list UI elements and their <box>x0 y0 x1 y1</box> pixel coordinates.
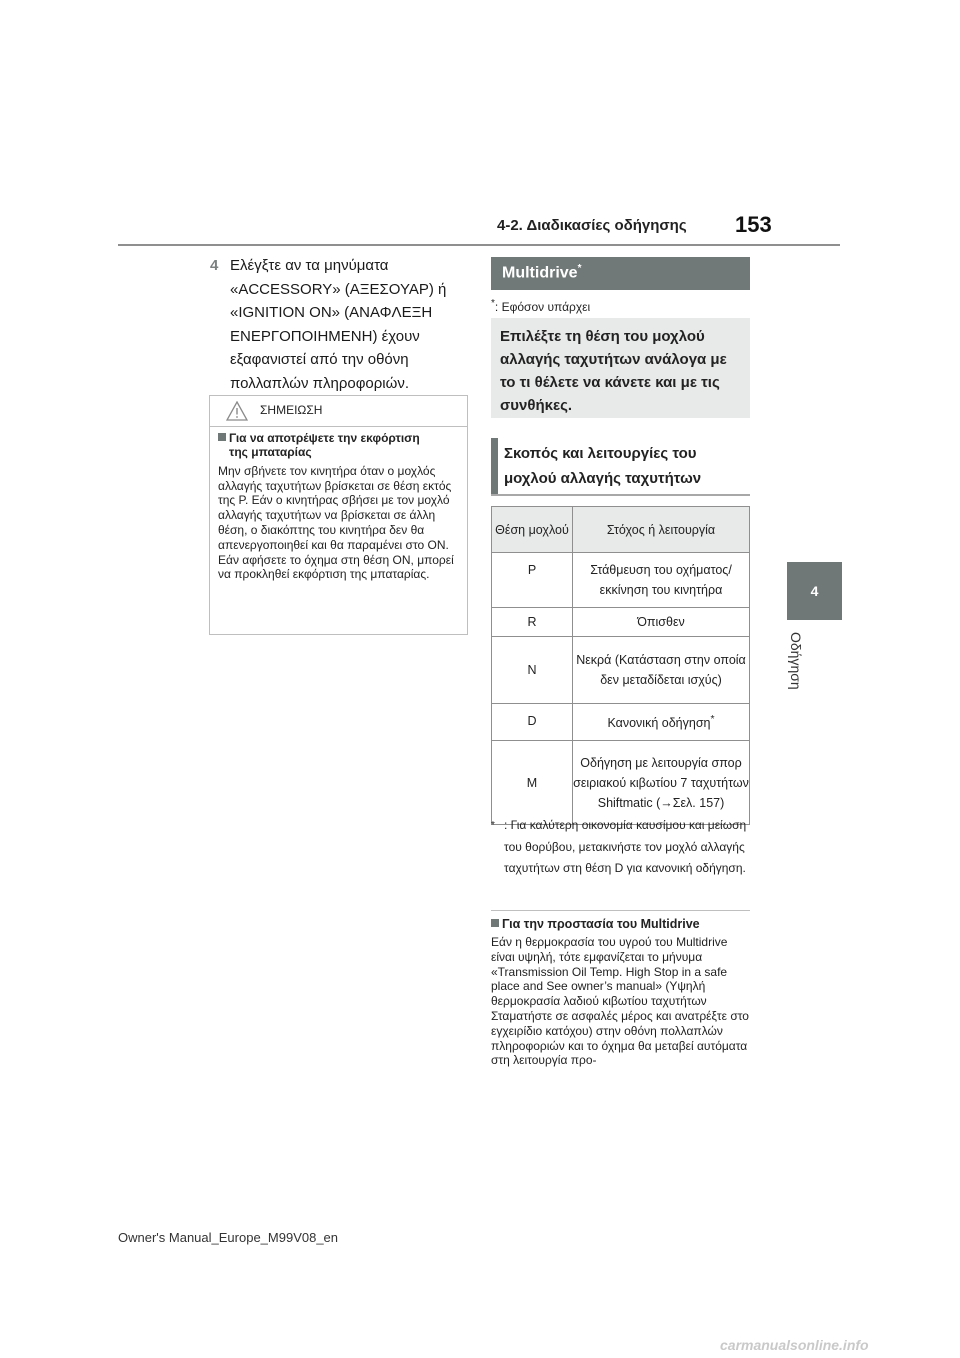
table-cell-position: R <box>492 608 573 637</box>
table-cell-function: Στάθμευση του οχήματος/εκκίνηση του κινητήρα <box>573 553 750 608</box>
summary-text: Επιλέξτε τη θέση του μοχλού αλλαγής ταχυτήτων ανάλογα με το τι θέλετε να κάνετε και με τις συνθήκες. <box>500 328 727 414</box>
section-title: 4-2. Διαδικασίες οδήγησης <box>497 217 687 234</box>
notice-paragraph: Μην σβήνετε τον κινητήρα όταν ο μοχλός αλλαγής ταχυτήτων βρίσκεται σε θέση εκτός της P. Εάν ο κινητήρας σβήσει με τον μοχλό αλλαγής ταχυτήτων να βρίσκεται σε άλλη θέση, ο διακόπτης του κινητήρα δεν θα απενεργοποιηθεί και θα παραμένει στο ON. Εάν αφήσετε το όχημα στη θέση ON, μπορεί να προκληθεί εκφόρτιση της μπαταρίας. <box>218 463 454 582</box>
footnote-text: : Εφόσον υπάρχει <box>494 300 591 314</box>
notice-title: ΣΗΜΕΙΩΣΗ <box>260 403 323 417</box>
table-row <box>492 704 750 741</box>
notice-body <box>218 431 464 582</box>
square-bullet-icon <box>491 919 499 927</box>
section-heading <box>491 438 750 496</box>
table-row <box>492 637 750 704</box>
chapter-tab: 4 <box>787 562 842 620</box>
notice-box <box>209 395 468 635</box>
square-bullet-icon <box>218 433 226 441</box>
header-divider <box>118 244 840 246</box>
subsection-heading-text: Για την προστασία του Multidrive <box>502 917 700 931</box>
manual-id: Owner's Manual_Europe_M99V08_en <box>118 1230 339 1245</box>
notice-subheading <box>218 431 464 460</box>
table-cell-position: D <box>492 704 573 741</box>
chapter-label: Οδήγηση <box>788 632 804 690</box>
table-cell-function-wrap <box>573 704 750 741</box>
table-cell-position: N <box>492 637 573 704</box>
table-cell-footnote-mark: * <box>710 714 715 726</box>
subsection-divider <box>491 910 750 911</box>
table-header-position: Θέση μοχλού <box>492 507 573 553</box>
availability-footnote <box>491 298 590 314</box>
subsection-heading <box>491 917 700 931</box>
table-cell-function: Όπισθεν <box>573 608 750 637</box>
table-footnote <box>491 815 751 880</box>
heading-accent-bar <box>491 438 498 494</box>
step-number: 4 <box>210 257 219 274</box>
table-header-function: Στόχος ή λειτουργία <box>573 507 750 553</box>
subsection-paragraph: Εάν η θερμοκρασία του υγρού του Multidrive είναι υψηλή, τότε εμφανίζεται το μήνυμα «Transmission Oil Temp. High Stop in a safe place and See owner’s manual» (Υψηλή θερμοκρασία λαδιού κιβωτίου ταχυτήτων Σταματήστε σε ασφαλές μέρος και ανατρέξτε στο εγχειρίδιο κατόχου) στην οθόνη πολλαπλών πληροφοριών και το όχημα θα μεταβεί αυτόματα στη λειτουργία προ- <box>491 935 749 1068</box>
banner-title <box>502 263 581 282</box>
shift-positions-table <box>491 506 750 825</box>
table-header-row <box>492 507 750 553</box>
table-row <box>492 553 750 608</box>
table-row <box>492 608 750 637</box>
section-heading-text: Σκοπός και λειτουργίες του μοχλού αλλαγής ταχυτήτων <box>504 445 702 487</box>
footnote-mark: * <box>491 298 495 309</box>
table-cell-position: M <box>492 741 573 825</box>
table-cell-function: Νεκρά (Κατάσταση στην οποία δεν μεταδίδεται ισχύς) <box>573 637 750 704</box>
summary-box <box>491 318 750 418</box>
notice-subheading-line2: της μπαταρίας <box>229 445 312 460</box>
table-footnote-mark: * <box>491 820 495 831</box>
table-row <box>492 741 750 825</box>
banner-label: Multidrive <box>502 264 578 282</box>
step-text: Ελέγξτε αν τα μηνύματα «ACCESSORY» (ΑΞΕΣΟΥΑΡ) ή «IGNITION ON» (ΑΝΑΦΛΕΞΗ ΕΝΕΡΓΟΠΟΙΗΜΕΝΗ) έχουν εξαφανιστεί από την οθόνη πολλαπλών πληροφοριών. <box>230 257 447 392</box>
multidrive-banner <box>491 257 750 290</box>
table-cell-function: Κανονική οδήγηση <box>607 716 711 731</box>
table-cell-function: Οδήγηση με λειτουργία σπορ σειριακού κιβωτίου 7 ταχυτήτων Shiftmatic (→Σελ. 157) <box>573 741 750 825</box>
watermark: carmanualsonline.info <box>720 1337 869 1353</box>
notice-header <box>210 396 467 427</box>
warning-triangle-icon <box>226 401 248 421</box>
notice-subheading-line1: Για να αποτρέψετε την εκφόρτιση <box>229 431 420 445</box>
table-footnote-text: : Για καλύτερη οικονομία καυσίμου και μείωση του θορύβου, μετακινήστε τον μοχλό αλλαγής ταχυτήτων στη θέση D για κανονική οδήγηση. <box>504 818 747 875</box>
page-number: 153 <box>735 212 772 237</box>
table-cell-position: P <box>492 553 573 608</box>
banner-footnote-mark: * <box>577 263 582 274</box>
